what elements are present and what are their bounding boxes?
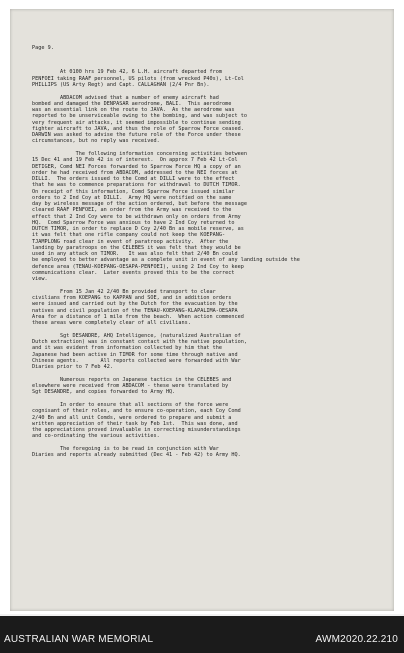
typed-line: and co-ordinating the various activities. [32, 433, 160, 440]
typed-line: PHILLIPS (US Arty Regt) and Capt. CALLAGHAN (2/4 Pnr Bn). [32, 81, 210, 88]
typed-line: In order to ensure that all sections of the force were [32, 402, 229, 408]
typed-line: The following information concerning activities between [32, 151, 247, 157]
paragraph-list [32, 69, 370, 458]
footer-bar [0, 614, 404, 653]
typed-line: DARWIN was asked to advise the future role of the Force under these [32, 132, 241, 138]
typed-line: view. [32, 276, 48, 282]
typed-line: used in any attack on TIMOR. It was also felt that 2/40 Bn could [32, 251, 238, 257]
typed-line: the appreciations proved invaluable in correcting misunderstandings [32, 427, 241, 433]
page-number: Page 9. [32, 45, 54, 51]
typed-line: be employed to better advantage as a complete unit in event of any landing outside the [32, 257, 300, 264]
typed-line: very frequent air attacks, it seemed impossible to continue sending [32, 119, 241, 126]
typed-line: it was felt that one rifle company could not keep the KOEPANG- [32, 232, 226, 239]
document-paragraph [32, 333, 370, 371]
typed-line: natives and civil population of the TENAU-KOEPANG-KLAPALIMA-OESAPA [32, 307, 238, 314]
typed-line: circumstances, but no reply was received. [32, 138, 160, 145]
typed-line: From 15 Jan 42 2/40 Bn provided transport to clear [32, 288, 216, 295]
typed-line: written appreciation of their task by Feb 1st. This was done, and [32, 420, 238, 427]
typed-line: order he had received from ABDACOM, addressed to the NEI forces at [32, 169, 238, 176]
typed-line: Sgt DESANDRE, and copies forwarded to Army HQ. [32, 389, 176, 396]
typed-line: and it was evident from information collected by him that the [32, 345, 223, 352]
footer-accession-number: AWM2020.22.210 [315, 634, 398, 645]
typed-line: fighter aircraft to JAVA, and thus the role of Sparrow Force ceased. [32, 125, 244, 132]
footer-divider [0, 614, 404, 616]
document-paragraph [32, 95, 370, 145]
typed-line: landing by paratroops on the CELEBES it was felt that they would be [32, 244, 241, 251]
typed-line: Numerous reports on Japanese tactics in the CELEBES and [32, 376, 232, 383]
typed-line: ABDACOM advised that a number of enemy aircraft had [32, 94, 219, 101]
typed-line: 2/40 Bn and all unit Comds, were ordered to prepare and submit a [32, 414, 232, 421]
typed-line: elsewhere were received from ABDACOM - these were translated by [32, 383, 229, 389]
typed-line: HQ. Comd Sparrow Force was anxious to have 2 Ind Coy returned to [32, 219, 235, 226]
footer-institution: AUSTRALIAN WAR MEMORIAL [4, 634, 154, 645]
document-paragraph [32, 151, 370, 282]
typed-line: Japanese had been active in TIMOR for some time through native and [32, 351, 238, 358]
typed-line: defence area (TENAU-KOEPANG-OESAPA-PENFOEI), using 2 Ind Coy to keep [32, 263, 244, 270]
typed-line: Diaries and reports already submitted (Dec 41 - Feb 42) to Army HQ. [32, 452, 241, 459]
typed-line: orders to 2 Ind Coy at DILLI. Army HQ were notified on the same [32, 194, 232, 201]
typed-line: cleared RAAF PENFOEI, an order from the Army was received to the [32, 207, 232, 214]
typed-page [10, 9, 394, 611]
typed-line: effect that 2 Ind Coy were to be withdrawn only on orders from Army [32, 213, 241, 220]
typed-line: communications clear. Later events proved this to be the correct [32, 269, 235, 276]
typed-line: Diaries prior to 7 Feb 42. [32, 364, 113, 370]
typed-line: PENFOEI taking RAAF personnel, US pilots (from wrecked P40s), Lt-Col [32, 75, 244, 82]
typed-text-body [32, 21, 370, 465]
typed-line: Sgt DESANDRE, AHQ Intelligence, (naturalized Australian of [32, 332, 241, 339]
typed-line: were issued and carried out by the Dutch for the evacuation by the [32, 301, 238, 308]
document-paragraph [32, 69, 370, 88]
typed-line: civilians from KOEPANG to KAPPAN and SOE, and in addition orders [32, 295, 232, 301]
typed-line: reported to be unserviceable owing to the bombing, and was subject to [32, 113, 247, 120]
typed-line: Area for a distance of 1 mile from the beach. When action commenced [32, 313, 244, 320]
typed-line: The foregoing is to be read in conjunction with War [32, 446, 219, 452]
typed-line: cognisant of their roles, and to ensure co-operation, each Coy Comd [32, 408, 241, 415]
typed-line: TJAMPLONG road clear in event of paratroop activity. After the [32, 238, 229, 245]
typed-line: DILLI. The orders issued to the Comd at DILLI were to the effect [32, 176, 235, 182]
typed-line: 15 Dec 41 and 19 Feb 42 is of interest. On approx 7 Feb 42 Lt-Col [32, 157, 238, 164]
typed-line: At 0100 hrs 19 Feb 42, 6 L.H. aircraft departed from [32, 69, 223, 76]
document-paragraph [32, 402, 370, 440]
typed-line: Dutch extraction) was in constant contact with the native population, [32, 339, 247, 345]
typed-line: was an essential link on the route to JAVA. As the aerodrome was [32, 107, 235, 113]
document-paragraph [32, 446, 370, 459]
typed-line: DETIGER, Comd NEI Forces forwarded to Sparrow Force HQ a copy of an [32, 163, 241, 170]
typed-line: bombed and damaged the DENPASAR aerodrome, BALI. This aerodrome [32, 100, 232, 107]
typed-line: these areas were completely clear of all civilians. [32, 320, 191, 326]
typed-line: On receipt of this information, Comd Sparrow Force issued similar [32, 188, 235, 195]
typed-line: day by wireless message of the action ordered, but before the message [32, 201, 247, 207]
typed-line: DUTCH TIMOR, in order to replace D Coy 2/40 Bn as mobile reserve, as [32, 226, 244, 232]
typed-line: that he was to commence preparations for withdrawal to DUTCH TIMOR. [32, 182, 241, 189]
typed-line: Chinese agents. All reports collected were forwarded with War [32, 357, 241, 364]
document-paragraph [32, 377, 370, 396]
document-paragraph [32, 289, 370, 327]
